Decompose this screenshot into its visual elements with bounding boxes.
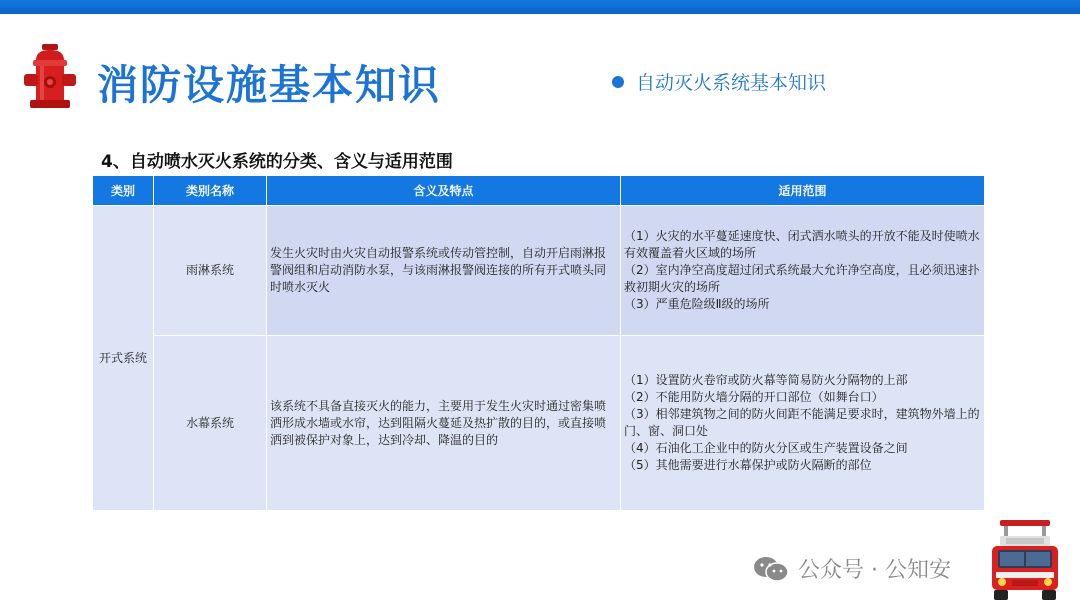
scope-item: （1）设置防火卷帘或防火幕等简易防火分隔物的上部 (624, 373, 908, 387)
scope-item: （2）室内净空高度超过闭式系统最大允许净空高度，且必须迅速扑救初期火灾的场所 (624, 263, 980, 294)
system-name-cell: 雨淋系统 (154, 206, 267, 336)
slide-subtitle: 4、自动喷水灭火系统的分类、含义与适用范围 (101, 152, 453, 172)
page-title: 消防设施基本知识 (97, 61, 441, 109)
table-row (93, 206, 985, 336)
scope-item: （4）石油化工企业中的防火分区或生产装置设备之间 (624, 441, 908, 455)
meaning-cell (267, 206, 621, 336)
scope-item: （1）火灾的水平蔓延速度快、闭式洒水喷头的开放不能及时使喷水有效覆盖着火区域的场所 (624, 229, 980, 260)
meaning-text: 发生火灾时由火灾自动报警系统或传动管控制，自动开启雨淋报警阀组和启动消防水泵，与该雨淋报警阀连接的所有开式喷头同时喷水灭火 (270, 246, 607, 294)
scope-item: （3）相邻建筑物之间的防火间距不能满足要求时，建筑物外墙上的门、窗、洞口处 (624, 407, 980, 438)
section-indicator (612, 68, 826, 95)
fire-hydrant-icon (22, 44, 78, 112)
wechat-icon (752, 555, 790, 583)
table-header-row (93, 176, 985, 206)
header-category: 类别 (93, 176, 154, 206)
scope-item: （2）不能用防火墙分隔的开口部位（如舞台口） (624, 390, 884, 404)
sprinkler-system-table (92, 175, 985, 511)
meaning-cell (267, 336, 621, 511)
watermark-text: 公众号 · 公知安 (798, 558, 951, 583)
header-category-name: 类别名称 (154, 176, 267, 206)
table-row (93, 336, 985, 511)
header-meaning: 含义及特点 (267, 176, 621, 206)
watermark (752, 553, 951, 584)
top-bar (0, 0, 1080, 14)
scope-item: （5）其他需要进行水幕保护或防火隔断的部位 (624, 458, 872, 472)
system-name-cell: 水幕系统 (154, 336, 267, 511)
meaning-text: 该系统不具备直接灭火的能力，主要用于发生火灾时通过密集喷洒形成水墙或水帘，达到阻隔火蔓延及热扩散的目的，或直接喷洒到被保护对象上，达到冷却、降温的目的 (270, 398, 607, 447)
category-cell: 开式系统 (93, 206, 154, 511)
scope-cell (621, 206, 985, 336)
header-scope: 适用范围 (621, 176, 985, 206)
fire-truck-icon (986, 518, 1064, 602)
scope-cell (621, 336, 985, 511)
bullet-dot-icon (612, 76, 624, 88)
section-label: 自动灭火系统基本知识 (636, 72, 827, 94)
scope-item: （3）严重危险级Ⅱ级的场所 (624, 297, 770, 311)
